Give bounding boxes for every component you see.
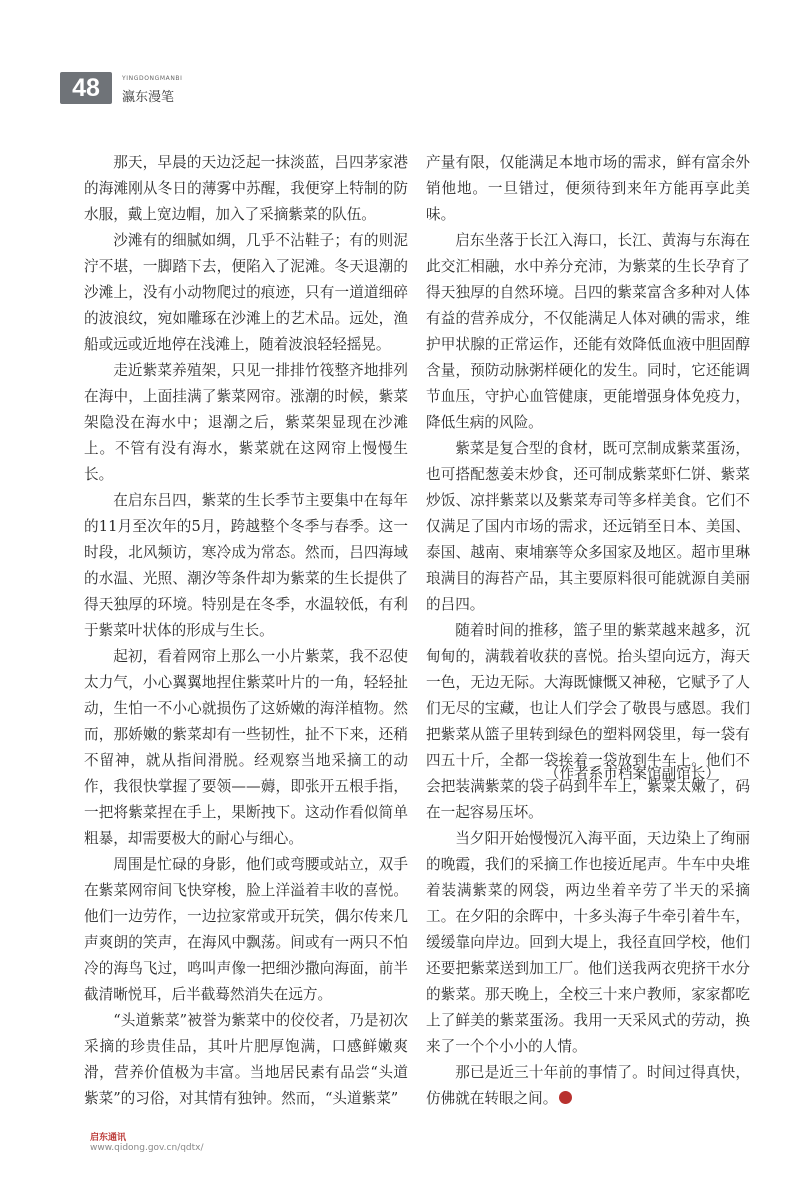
- page-footer: [90, 1130, 204, 1153]
- author-note: （作者系市档案馆副馆长）: [544, 765, 720, 782]
- paragraph: 起初，看着网帘上那么一小片紫菜，我不忍使太力气，小心翼翼地捏住紫菜叶片的一角，轻轻扯动，生怕一不小心就损伤了这娇嫩的海洋植物。然而，那娇嫩的紫菜却有一些韧性，扯不下来，还稍不留神，就从指间滑脱。经观察当地采摘工的动作，我很快掌握了要领——薅，即张开五根手指，一把将紫菜捏在手上，果断拽下。这动作看似简单粗暴，却需要极大的耐心与细心。: [84, 648, 408, 847]
- paragraph: 走近紫菜养殖架，只见一排排竹筏整齐地排列在海中，上面挂满了紫菜网帘。涨潮的时候，紫菜架隐没在海水中；退潮之后，紫菜架显现在沙滩上。不管有没有海水，紫菜就在这网帘上慢慢生长。: [84, 362, 408, 483]
- paragraph-continuation: 产量有限，仅能满足本地市场的需求，鲜有富余外销他地。一旦错过，便须待到来年方能再享此美味。: [426, 154, 750, 223]
- end-mark-icon: [559, 1091, 572, 1104]
- paragraph: 周围是忙碌的身影，他们或弯腰或站立，双手在紫菜网帘间飞快穿梭，脸上洋溢着丰收的喜悦。他们一边劳作，一边拉家常或开玩笑，偶尔传来几声爽朗的笑声，在海风中飘荡。间或有一两只不怕冷的海鸟飞过，鸣叫声像一把细沙撒向海面，前半截清晰悦耳，后半截蓦然消失在远方。: [84, 856, 408, 1003]
- footer-brand: 启东通讯: [90, 1133, 127, 1143]
- left-column: [84, 150, 408, 1112]
- page-number: 48: [60, 72, 112, 104]
- paragraph: “头道紫菜”被誉为紫菜中的佼佼者，乃是初次采摘的珍贵佳品，其叶片肥厚饱满，口感鲜嫩爽滑，营养价值极为丰富。当地居民素有品尝“头道紫菜”的习俗，对其情有独钟。然而，“头道紫菜”: [84, 1012, 408, 1107]
- page-header: [60, 72, 260, 106]
- paragraph: 紫菜是复合型的食材，既可烹制成紫菜蛋汤，也可搭配葱姜末炒食，还可制成紫菜虾仁饼、紫菜炒饭、凉拌紫菜以及紫菜寿司等多样美食。它们不仅满足了国内市场的需求，还远销至日本、美国、泰国、越南、柬埔寨等众多国家及地区。超市里琳琅满目的海苔产品，其主要原料很可能就源自美丽的吕四。: [426, 440, 750, 613]
- paragraph: 随着时间的推移，篮子里的紫菜越来越多，沉甸甸的，满载着收获的喜悦。抬头望向远方，海天一色，无边无际。大海既慷慨又神秘，它赋予了人们无尽的宝藏，也让人们学会了敬畏与感恩。我们把紫菜从篮子里转到绿色的塑料网袋里，每一袋有四五十斤，全都一袋挨着一袋放到牛车上。他们不会把装满紫菜的袋子码到牛车上，紫菜太嫩了，码在一起容易压坏。: [426, 622, 750, 821]
- column-title: 瀛东漫笔: [122, 90, 175, 105]
- column-pinyin: YINGDONGMANBI: [122, 75, 183, 82]
- paragraph: 在启东吕四，紫菜的生长季节主要集中在每年的11月至次年的5月，跨越整个冬季与春季。这一时段，北风频访，寒冷成为常态。然而，吕四海域的水温、光照、潮汐等条件却为紫菜的生长提供了得天独厚的环境。特别是在冬季，水温较低，有利于紫菜叶状体的形成与生长。: [84, 492, 408, 639]
- closing-paragraph: [426, 1060, 750, 1112]
- closing-text: 那已是近三十年前的事情了。时间过得真快，仿佛就在转眼之间。: [426, 1064, 750, 1107]
- footer-url: www.qidong.gov.cn/qdtx/: [90, 1143, 204, 1153]
- paragraph: 启东坐落于长江入海口，长江、黄海与东海在此交汇相融，水中养分充沛，为紫菜的生长孕育了得天独厚的自然环境。吕四的紫菜富含多种对人体有益的营养成分，不仅能满足人体对碘的需求，维护甲状腺的正常运作，还能有效降低血液中胆固醇含量，预防动脉粥样硬化的发生。同时，它还能调节血压，守护心血管健康，更能增强身体免疫力，降低生病的风险。: [426, 232, 750, 431]
- paragraph: 那天，早晨的天边泛起一抹淡蓝，吕四茅家港的海滩刚从冬日的薄雾中苏醒，我便穿上特制的防水服，戴上宽边帽，加入了采摘紫菜的队伍。: [84, 154, 408, 223]
- paragraph: 沙滩有的细腻如绸，几乎不沾鞋子；有的则泥泞不堪，一脚踏下去，便陷入了泥滩。冬天退潮的沙滩上，没有小动物爬过的痕迹，只有一道道细碎的波浪纹，宛如雕琢在沙滩上的艺术品。远处，渔船或远或近地停在浅滩上，随着波浪轻轻摇晃。: [84, 232, 408, 353]
- right-column: [426, 150, 750, 1112]
- paragraph: 当夕阳开始慢慢沉入海平面，天边染上了绚丽的晚霞，我们的采摘工作也接近尾声。牛车中央堆着装满紫菜的网袋，两边坐着辛劳了半天的采摘工。在夕阳的余晖中，十多头海子牛牵引着牛车，缓缓靠向岸边。回到大堤上，我径直回学校，他们还要把紫菜送到加工厂。他们送我两衣兜挤干水分的紫菜。那天晚上，全校三十来户教师，家家都吃上了鲜美的紫菜蛋汤。我用一天采风式的劳动，换来了一个个小小的人情。: [426, 830, 750, 1055]
